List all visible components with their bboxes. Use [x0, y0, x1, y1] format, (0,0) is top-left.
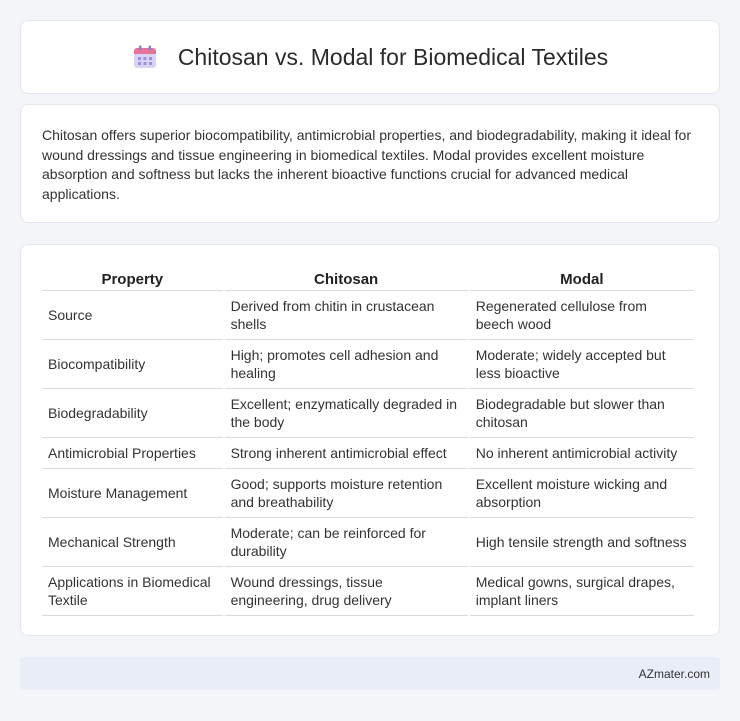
table-row: [42, 389, 694, 438]
table-row: [42, 469, 694, 518]
table-cell: Excellent moisture wicking and absorption: [470, 469, 694, 518]
header-modal: Modal: [470, 265, 694, 291]
table-row: [42, 567, 694, 616]
table-cell: Good; supports moisture retention and breathability: [225, 469, 468, 518]
table-cell: Derived from chitin in crustacean shells: [225, 291, 468, 340]
table-cell: Biocompatibility: [42, 340, 223, 389]
page-title: Chitosan vs. Modal for Biomedical Textiles: [177, 43, 609, 70]
table-cell: Biodegradable but slower than chitosan: [470, 389, 694, 438]
table-cell: No inherent antimicrobial activity: [470, 438, 694, 469]
table-header-row: [42, 265, 694, 291]
table-cell: Source: [42, 291, 223, 340]
table-cell: High tensile strength and softness: [470, 518, 694, 567]
footer-brand: AZmater.com: [638, 666, 710, 681]
table-cell: High; promotes cell adhesion and healing: [225, 340, 468, 389]
table-cell: Biodegradability: [42, 389, 223, 438]
comparison-table: [40, 265, 696, 616]
table-cell: Antimicrobial Properties: [42, 438, 223, 469]
table-cell: Medical gowns, surgical drapes, implant liners: [470, 567, 694, 616]
table-cell: Applications in Biomedical Textile: [42, 567, 223, 616]
table-cell: Strong inherent antimicrobial effect: [225, 438, 468, 469]
table-cell: Moderate; widely accepted but less bioactive: [470, 340, 694, 389]
table-row: [42, 438, 694, 469]
table-cell: Wound dressings, tissue engineering, drug delivery: [225, 567, 468, 616]
header-property: Property: [42, 265, 223, 291]
title-card: [20, 20, 720, 94]
summary-text: Chitosan offers superior biocompatibility, antimicrobial properties, and biodegradability, making it ideal for wound dressings and tissue engineering in biomedical textiles. Modal provides excellent moisture absorption and softness but lacks the inherent bioactive functions crucial for advanced medical applications.: [42, 127, 691, 202]
table-cell: Moderate; can be reinforced for durability: [225, 518, 468, 567]
table-cell: Mechanical Strength: [42, 518, 223, 567]
footer: [20, 657, 720, 690]
table-row: [42, 291, 694, 340]
header-chitosan: Chitosan: [225, 265, 468, 291]
table-row: [42, 340, 694, 389]
summary-card: [20, 104, 720, 223]
table-cell: Moisture Management: [42, 469, 223, 518]
table-row: [42, 518, 694, 567]
table-cell: Excellent; enzymatically degraded in the body: [225, 389, 468, 438]
calendar-icon: [132, 44, 158, 70]
table-cell: Regenerated cellulose from beech wood: [470, 291, 694, 340]
comparison-table-card: [20, 244, 720, 636]
